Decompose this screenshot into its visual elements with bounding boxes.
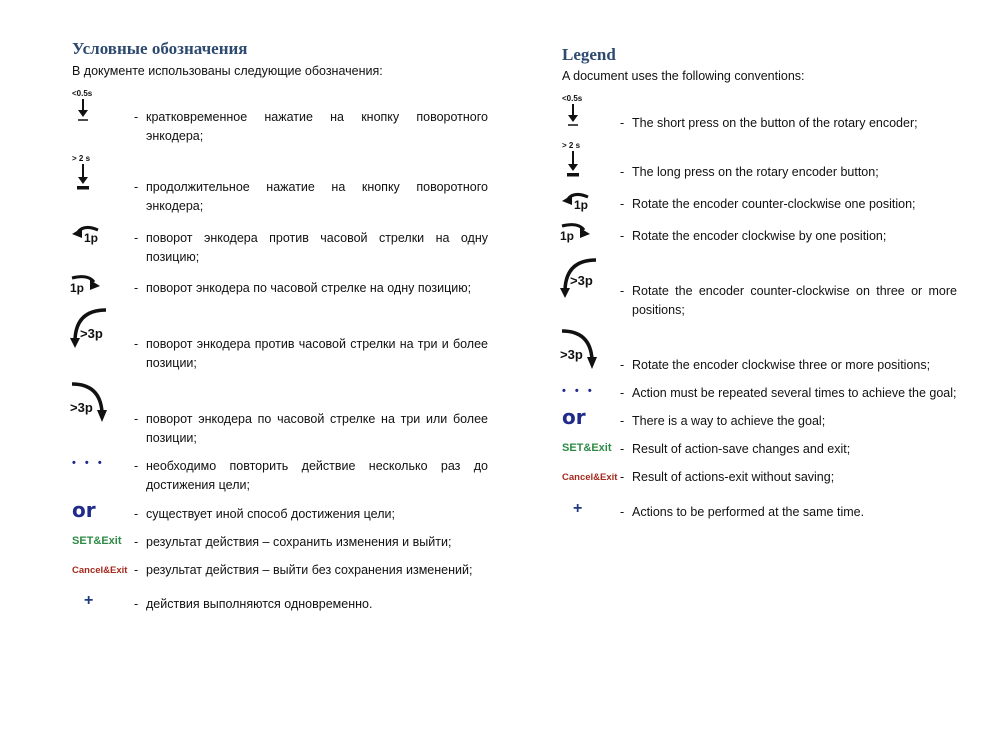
cw-3p-label: >3p bbox=[70, 400, 93, 415]
long-press-icon bbox=[70, 153, 110, 193]
ru-title: Условные обозначения bbox=[72, 39, 248, 58]
cancel-exit-icon: Cancel&Exit bbox=[72, 565, 128, 576]
ru-item-desc: - поворот энкодера против часовой стрелки на одну позицию; bbox=[134, 231, 488, 264]
cw-3p-label: >3p bbox=[560, 347, 583, 362]
cancel-exit-icon: Cancel&Exit bbox=[562, 472, 618, 483]
rotate-ccw-3p-icon bbox=[558, 256, 602, 302]
or-icon: or bbox=[562, 405, 586, 429]
ru-item-desc: - поворот энкодера по часовой стрелке на одну позицию; bbox=[134, 281, 472, 295]
en-item-desc: - Rotate the encoder counter-clockwise one position; bbox=[620, 197, 916, 211]
set-exit-icon: SET&Exit bbox=[562, 442, 612, 454]
rotate-ccw-1p-icon bbox=[560, 189, 600, 213]
en-item-desc: - The long press on the rotary encoder button; bbox=[620, 165, 879, 179]
long-press-label: > 2 s bbox=[562, 141, 581, 150]
plus-icon: + bbox=[84, 592, 94, 609]
ru-item-desc: - результат действия – сохранить изменения и выйти; bbox=[134, 535, 452, 549]
short-press-label: <0.5s bbox=[72, 89, 93, 98]
ccw-1p-label: 1p bbox=[574, 198, 589, 212]
ccw-3p-label: >3p bbox=[570, 273, 593, 288]
rotate-cw-1p-icon bbox=[70, 272, 110, 296]
rotate-ccw-3p-icon bbox=[68, 306, 112, 352]
cw-1p-label: 1p bbox=[560, 229, 575, 243]
ru-item-desc: - действия выполняются одновременно. bbox=[134, 597, 373, 611]
ru-item-desc: - существует иной способ достижения цели; bbox=[134, 507, 395, 521]
ru-item-desc: - поворот энкодера против часовой стрелки на три и более позиции; bbox=[134, 337, 488, 370]
set-exit-icon: SET&Exit bbox=[72, 535, 122, 547]
cw-1p-label: 1p bbox=[70, 281, 85, 295]
ccw-3p-label: >3p bbox=[80, 326, 103, 341]
rotate-ccw-1p-icon bbox=[70, 222, 110, 246]
long-press-label: > 2 s bbox=[72, 154, 91, 163]
en-item-desc: - Result of action-save changes and exit; bbox=[620, 442, 851, 456]
ru-item-desc: - поворот энкодера по часовой стрелке на три или более позиции; bbox=[134, 412, 488, 445]
en-intro: A document uses the following conventions: bbox=[562, 69, 805, 83]
repeat-dots-icon: • • • bbox=[562, 385, 595, 397]
en-item-desc: - Result of actions-exit without saving; bbox=[620, 470, 835, 484]
ccw-1p-label: 1p bbox=[84, 231, 99, 245]
rotate-cw-3p-icon bbox=[68, 380, 112, 426]
ru-item-desc: - результат действия – выйти без сохранения изменений; bbox=[134, 563, 473, 577]
en-item-desc: - The short press on the button of the rotary encoder; bbox=[620, 116, 918, 130]
ru-intro: В документе использованы следующие обозначения: bbox=[72, 64, 383, 78]
en-item-desc: - Rotate the encoder clockwise by one position; bbox=[620, 229, 887, 243]
short-press-label: <0.5s bbox=[562, 94, 583, 103]
rotate-cw-1p-icon bbox=[560, 220, 600, 244]
long-press-icon bbox=[560, 140, 600, 180]
plus-icon: + bbox=[573, 500, 583, 517]
or-icon: or bbox=[72, 498, 96, 522]
rotate-cw-3p-icon bbox=[558, 327, 602, 373]
ru-item-desc: - продолжительное нажатие на кнопку поворотного энкодера; bbox=[134, 180, 488, 213]
repeat-dots-icon: • • • bbox=[72, 457, 105, 469]
ru-item-desc: - кратковременное нажатие на кнопку поворотного энкодера; bbox=[134, 110, 488, 143]
en-item-desc: - Rotate the encoder counter-clockwise on three or more positions; bbox=[620, 284, 957, 317]
en-item-desc: - There is a way to achieve the goal; bbox=[620, 414, 826, 428]
en-item-desc: - Actions to be performed at the same time. bbox=[620, 505, 865, 519]
en-item-desc: - Rotate the encoder clockwise three or more positions; bbox=[620, 358, 931, 372]
en-item-desc: - Action must be repeated several times to achieve the goal; bbox=[620, 386, 957, 400]
short-press-icon bbox=[560, 93, 600, 129]
ru-item-desc: - необходимо повторить действие несколько раз до достижения цели; bbox=[134, 459, 488, 492]
short-press-icon bbox=[70, 88, 110, 124]
en-title: Legend bbox=[562, 45, 616, 64]
